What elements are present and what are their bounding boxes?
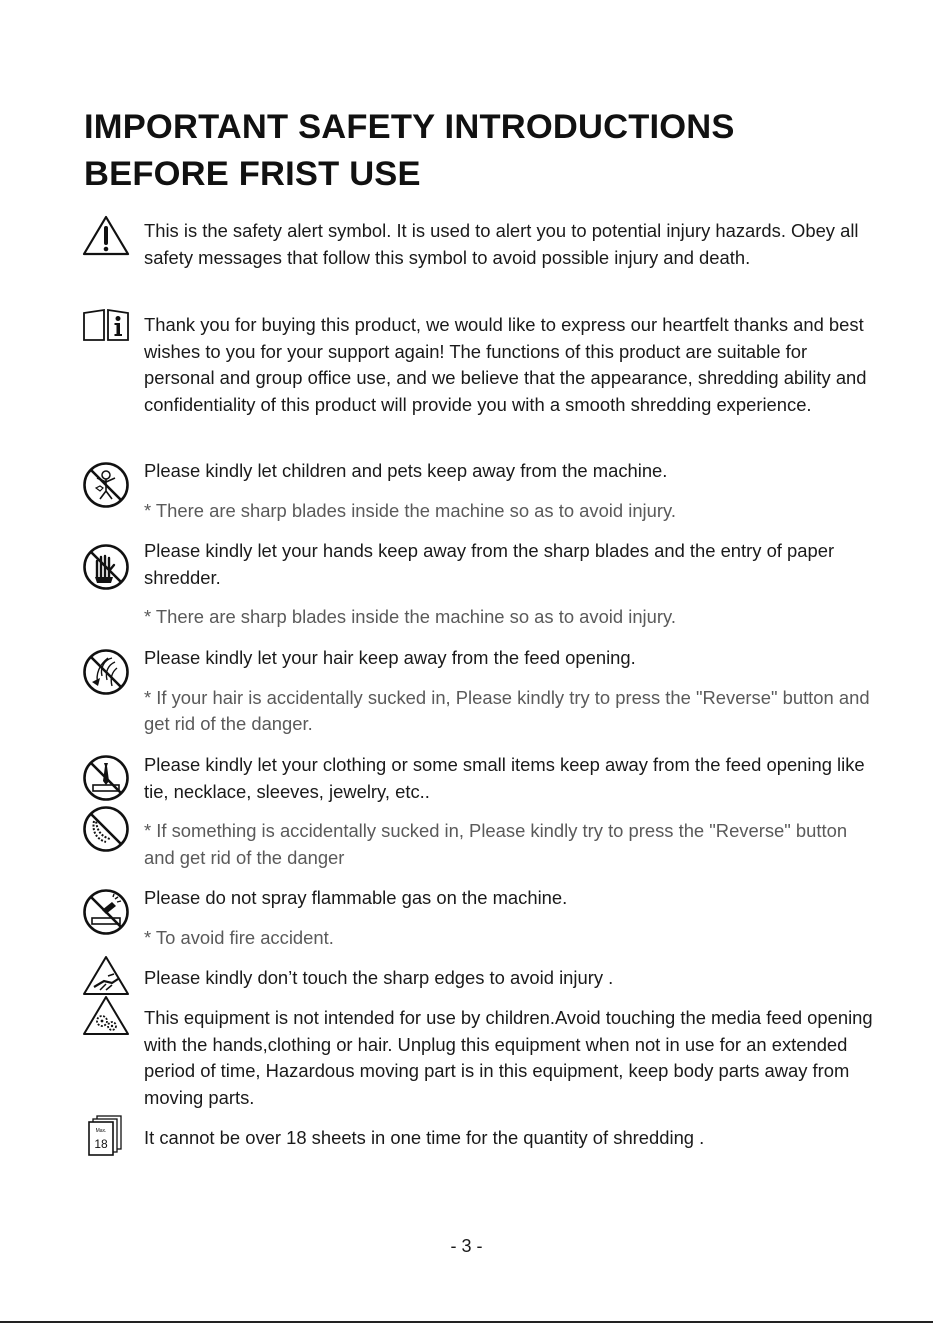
item-thanks [144, 312, 874, 419]
safety-alert-icon [82, 214, 130, 256]
item-text: Thank you for buying this product, we would like to express our heartfelt thanks and best wishes to you for your support again! The functions of this product are suitable for personal and group office use, and we believe that the appearance, shredding ability and confidentiality of this product will provide you with a smooth shredding experience. [144, 314, 867, 416]
item-sharp-edges [144, 965, 874, 992]
item-note: * If something is accidentally sucked in, Please kindly try to press the "Reverse" button and get rid of the danger [144, 820, 848, 869]
item-children [144, 458, 874, 524]
no-hands-icon [82, 543, 130, 591]
item-text: Please kindly let children and pets keep away from the machine. [144, 460, 668, 481]
sharp-edge-warning-icon [82, 954, 130, 996]
no-spray-icon [82, 888, 130, 936]
item-note: * There are sharp blades inside the machine so as to avoid injury. [144, 499, 676, 521]
item-text: It cannot be over 18 sheets in one time for the quantity of shredding . [144, 1127, 705, 1148]
max-sheets-icon [86, 1115, 126, 1159]
page-title [84, 104, 884, 198]
title-line-1: IMPORTANT SAFETY INTRODUCTIONS [84, 108, 735, 146]
item-note: * If your hair is accidentally sucked in, Please kindly try to press the "Reverse" button and get rid of the danger. [144, 686, 870, 735]
item-text: Please kindly let your hands keep away from the sharp blades and the entry of paper shredder. [144, 540, 835, 588]
no-jewelry-icon [82, 805, 130, 853]
item-text: Please do not spray flammable gas on the machine. [144, 887, 568, 908]
item-text: This equipment is not intended for use by children.Avoid touching the media feed opening with the hands,clothing or hair. Unplug this equipment when not in use for an extended period of time, Hazardous moving part is in this equipment, keep body parts away from moving parts. [144, 1007, 873, 1109]
item-max-sheets [144, 1125, 874, 1152]
item-note: * There are sharp blades inside the machine so as to avoid injury. [144, 606, 676, 628]
no-tie-icon [82, 754, 130, 802]
item-note: * To avoid fire accident. [144, 926, 334, 948]
max-number: 18 [94, 1137, 108, 1151]
moving-parts-warning-icon [82, 994, 130, 1036]
item-safety-alert [144, 218, 874, 271]
item-hair [144, 645, 874, 738]
item-hands [144, 538, 874, 631]
item-clothing [144, 752, 874, 872]
bottom-rule [0, 1321, 933, 1323]
manual-info-icon [82, 308, 130, 342]
item-moving-parts [144, 1005, 874, 1112]
item-spray [144, 885, 874, 951]
item-text: Please kindly don’t touch the sharp edges to avoid injury . [144, 967, 614, 988]
item-text: This is the safety alert symbol. It is used to alert you to potential injury hazards. Obey all safety messages that follow this symbol to avoid possible injury and death. [144, 220, 859, 268]
item-text: Please kindly let your clothing or some small items keep away from the feed opening like tie, necklace, sleeves, jewelry, etc.. [144, 754, 865, 802]
page-number: - 3 - [450, 1236, 483, 1256]
max-label: Max. [95, 1128, 107, 1134]
item-text: Please kindly let your hair keep away from the feed opening. [144, 647, 636, 668]
no-hair-icon [82, 648, 130, 696]
title-line-2: BEFORE FRIST USE [84, 155, 421, 193]
no-children-icon [82, 461, 130, 509]
